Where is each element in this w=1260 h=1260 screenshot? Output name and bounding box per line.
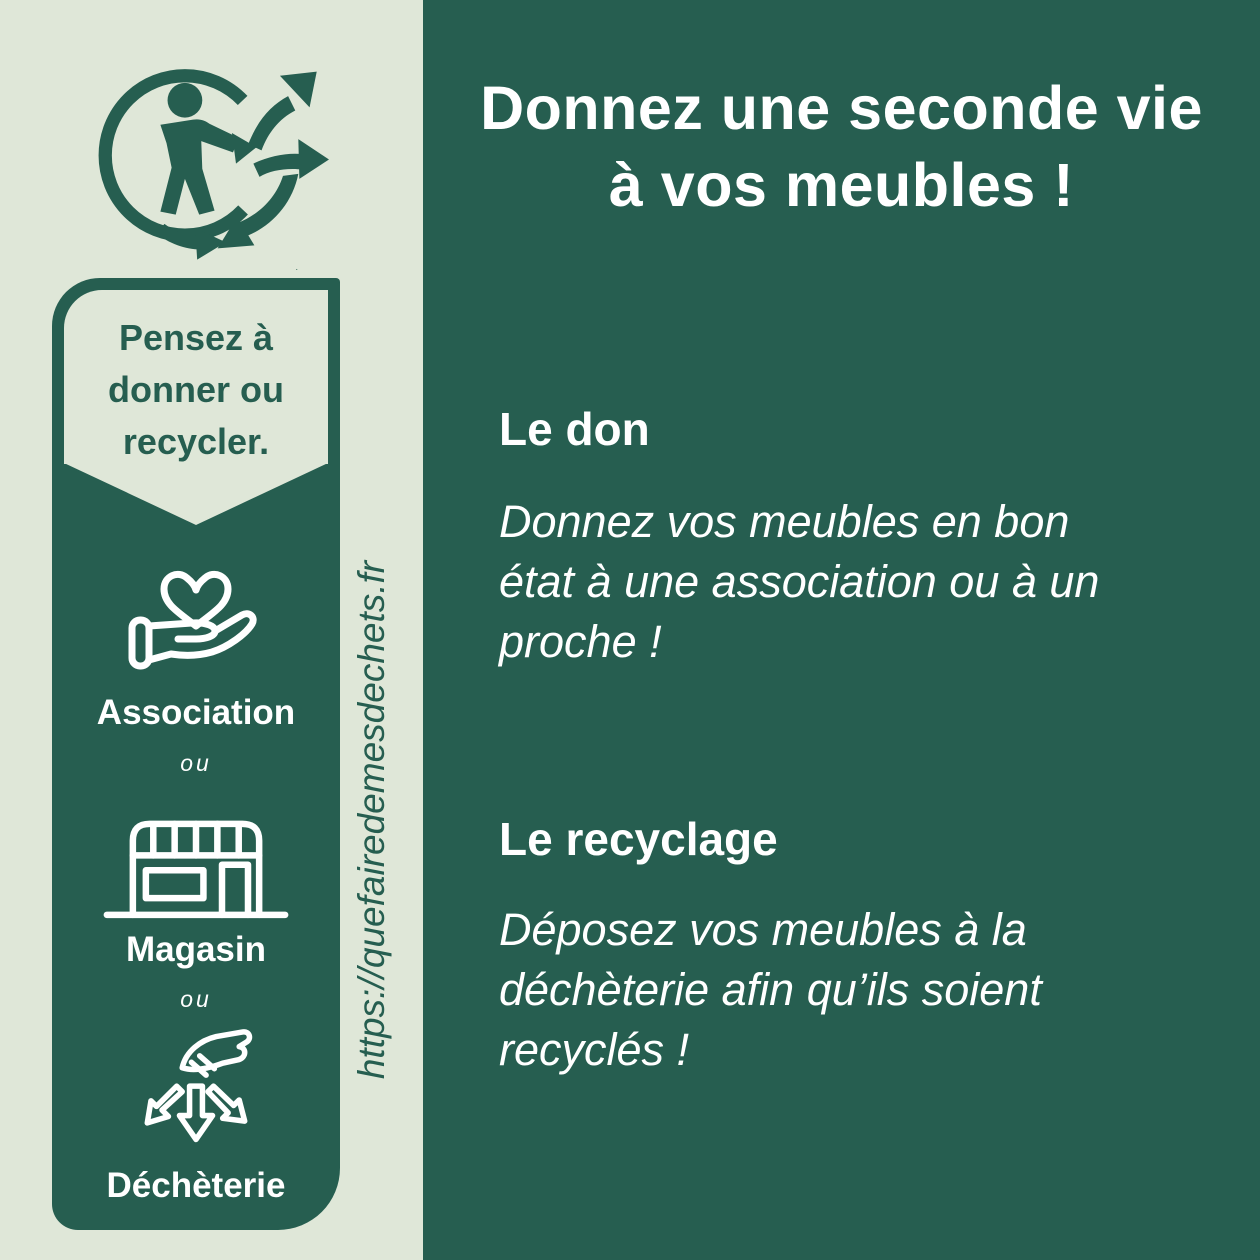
hand-holding-heart-icon: [116, 544, 276, 684]
section-heading-don: Le don: [499, 403, 650, 455]
banner-line-1: Pensez à: [118, 317, 274, 358]
banner-chevron: [64, 463, 328, 525]
don-body-line-1: Donnez vos meubles en bon: [499, 496, 1070, 547]
rec-body-line-1: Déposez vos meubles à la: [499, 904, 1027, 955]
page-title: [423, 70, 1260, 224]
don-body-line-2: état à une association ou à un: [499, 556, 1100, 607]
don-body-line-3: proche !: [499, 616, 662, 667]
banner-line-2: donner ou: [108, 369, 284, 410]
title-line-2: à vos meubles !: [608, 151, 1075, 219]
triman-recycling-logo-icon: [95, 48, 330, 270]
storefront-icon: [97, 796, 295, 926]
banner-text: [64, 312, 328, 468]
options-ribbon: [52, 278, 340, 1230]
rec-body-line-3: recyclés !: [499, 1024, 690, 1075]
or-separator-2: ou: [180, 986, 212, 1012]
title-line-1: Donnez une seconde vie: [480, 74, 1203, 142]
or-separator-1: ou: [180, 750, 212, 776]
website-url: https://quefairedemesdechets.fr: [351, 560, 392, 1080]
banner-line-3: recycler.: [122, 421, 270, 462]
hand-sorting-arrows-icon: [122, 1020, 270, 1156]
section-body-recyclage: [499, 900, 1042, 1080]
content-panel: [423, 0, 1260, 1260]
option-label-association: Association: [96, 693, 296, 732]
option-label-magasin: Magasin: [125, 930, 267, 969]
option-label-dechèterie: Déchèterie: [106, 1166, 286, 1205]
section-body-don: [499, 492, 1099, 672]
rec-body-line-2: déchèterie afin qu’ils soient: [499, 964, 1042, 1015]
section-heading-recyclage: Le recyclage: [499, 813, 778, 865]
